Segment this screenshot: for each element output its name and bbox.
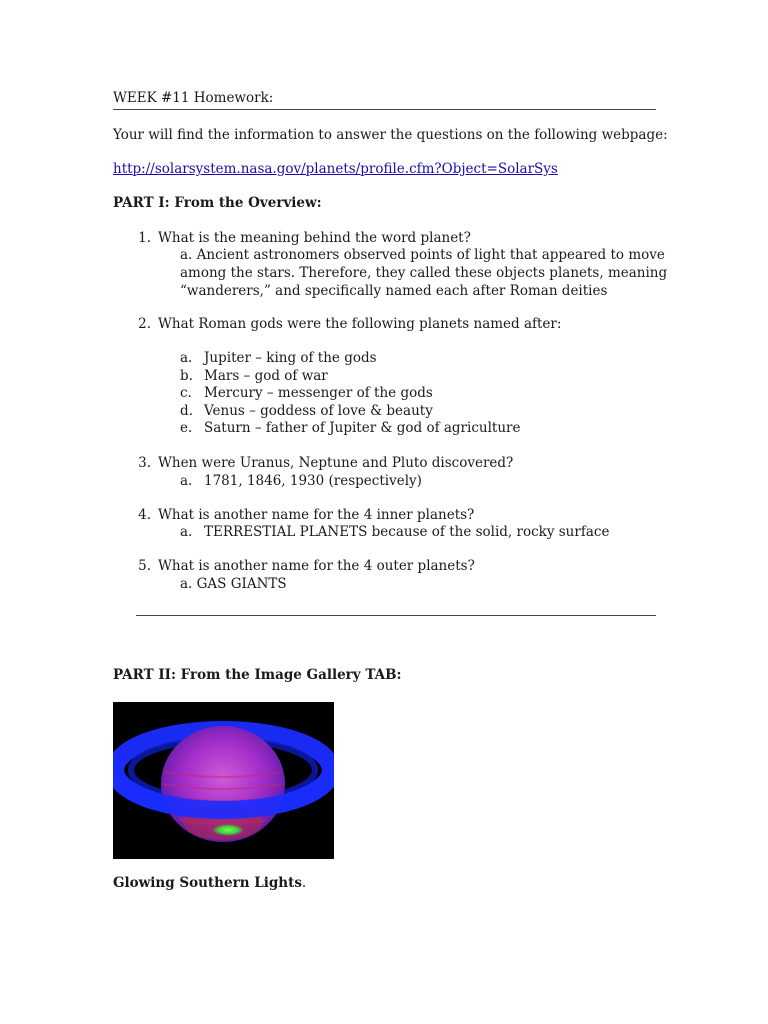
list-letter: a. xyxy=(180,350,193,366)
answer-line: among the stars. Therefore, they called these objects planets, meaning xyxy=(180,265,668,281)
answer-text: TERRESTIAL PLANETS because of the solid, rocky surface xyxy=(204,524,610,540)
answer-text: a. GAS GIANTS xyxy=(180,576,287,592)
title-divider xyxy=(113,109,656,110)
list-item: Mercury – messenger of the gods xyxy=(204,385,433,401)
nasa-link[interactable]: http://solarsystem.nasa.gov/planets/profile.cfm?Object=SolarSys xyxy=(113,161,558,177)
section-divider xyxy=(136,615,656,616)
question-number: 2. xyxy=(138,316,151,332)
list-item: Venus – goddess of love & beauty xyxy=(204,403,433,419)
question-text: What Roman gods were the following planets named after: xyxy=(158,316,562,332)
image-caption xyxy=(113,875,306,891)
answer-text: 1781, 1846, 1930 (respectively) xyxy=(204,473,422,489)
question-text: What is another name for the 4 outer planets? xyxy=(158,558,475,574)
list-letter: a. xyxy=(180,473,193,489)
part2-heading: PART II: From the Image Gallery TAB: xyxy=(113,667,402,683)
answer-line: “wanderers,” and specifically named each after Roman deities xyxy=(180,283,608,299)
question-number: 1. xyxy=(138,230,151,246)
question-number: 5. xyxy=(138,558,151,574)
list-item: Mars – god of war xyxy=(204,368,328,384)
intro-text: Your will find the information to answer the questions on the following webpage: xyxy=(113,127,668,143)
page-title: WEEK #11 Homework: xyxy=(113,90,274,106)
list-letter: a. xyxy=(180,524,193,540)
caption-period: . xyxy=(301,875,307,891)
list-item: Saturn – father of Jupiter & god of agriculture xyxy=(204,420,521,436)
list-letter: b. xyxy=(180,368,193,384)
list-letter: d. xyxy=(180,403,193,419)
list-item: Jupiter – king of the gods xyxy=(204,350,377,366)
question-text: What is the meaning behind the word planet? xyxy=(158,230,471,246)
answer-line: a. Ancient astronomers observed points of light that appeared to move xyxy=(180,247,665,263)
list-letter: e. xyxy=(180,420,193,436)
question-text: What is another name for the 4 inner planets? xyxy=(158,507,475,523)
saturn-aurora-image xyxy=(113,702,334,859)
list-letter: c. xyxy=(180,385,192,401)
question-number: 3. xyxy=(138,455,151,471)
question-text: When were Uranus, Neptune and Pluto discovered? xyxy=(158,455,514,471)
answer-1 xyxy=(180,246,667,300)
question-number: 4. xyxy=(138,507,151,523)
caption-title: Glowing Southern Lights xyxy=(113,875,302,891)
part1-heading: PART I: From the Overview: xyxy=(113,195,322,211)
